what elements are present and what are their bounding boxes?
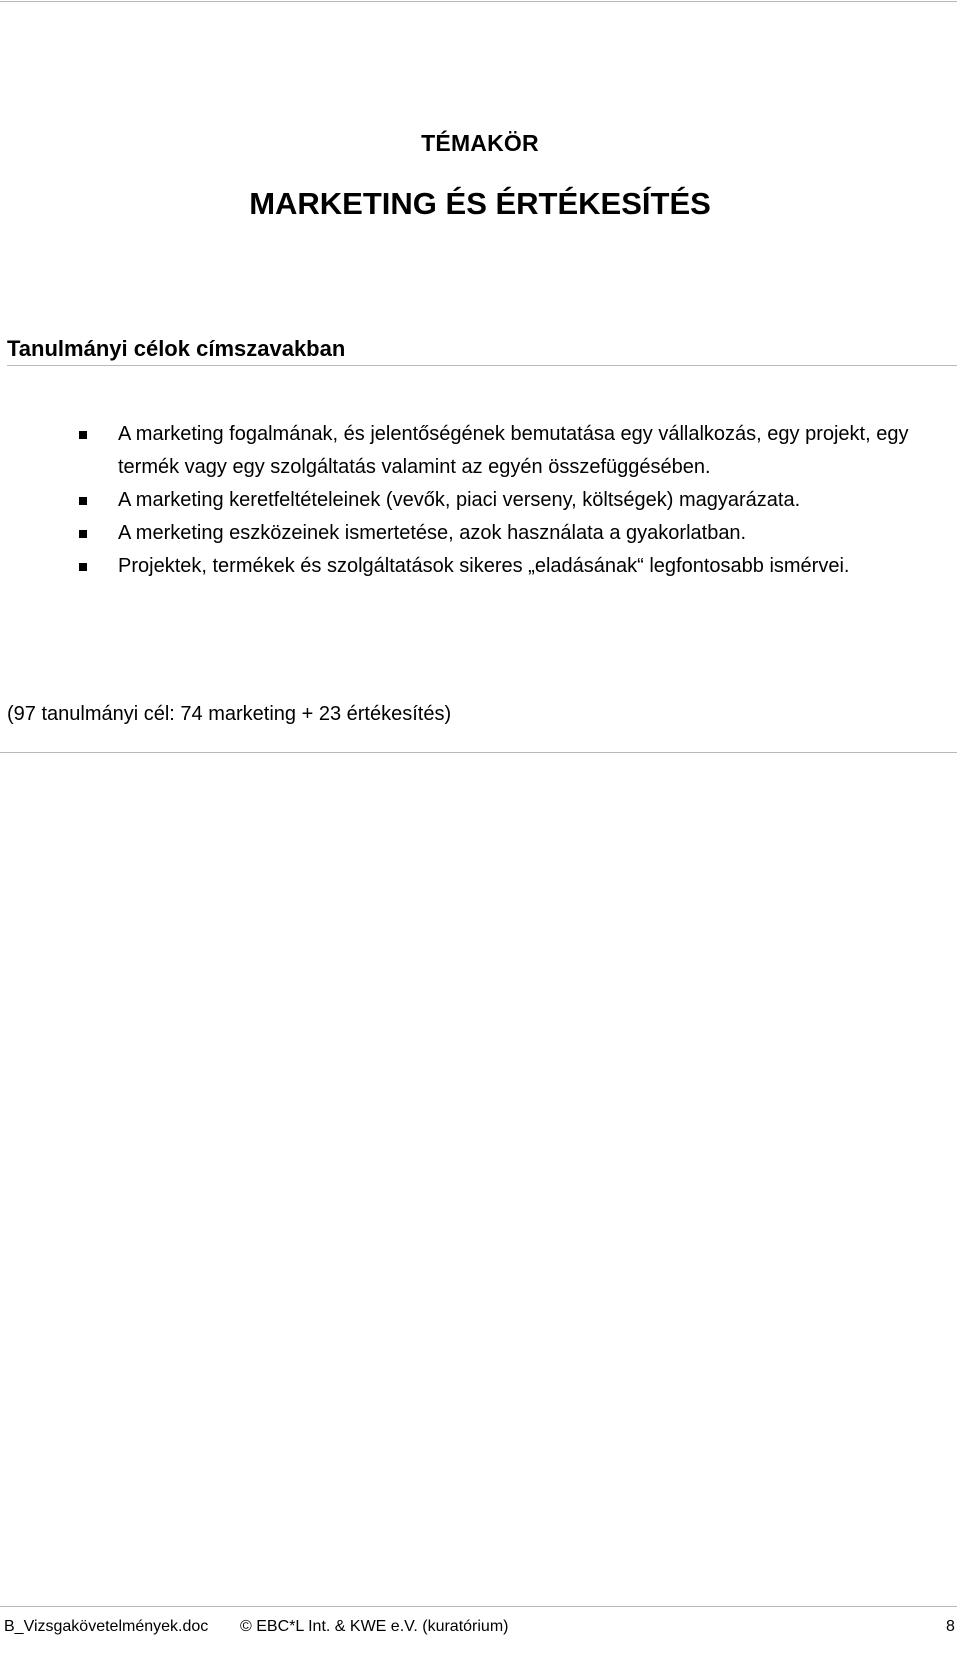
section-heading: Tanulmányi célok címszavakban <box>7 336 346 361</box>
list-item-text: A marketing keretfeltételeinek (vevők, piaci verseny, költségek) magyarázata. <box>118 489 801 511</box>
study-goals-list <box>0 418 960 583</box>
square-bullet-icon <box>79 563 87 571</box>
section-divider <box>7 365 957 366</box>
footer-divider <box>0 1606 957 1607</box>
list-item <box>0 418 960 484</box>
page-footer <box>0 1618 960 1642</box>
list-item <box>0 517 960 550</box>
goals-summary: (97 tanulmányi cél: 74 marketing + 23 értékesítés) <box>7 703 452 725</box>
footer-filename: B_Vizsgakövetelmények.doc <box>4 1618 209 1635</box>
square-bullet-icon <box>79 497 87 505</box>
footer-copyright: © EBC*L Int. & KWE e.V. (kuratórium) <box>240 1618 509 1635</box>
square-bullet-icon <box>79 431 87 439</box>
list-item <box>0 484 960 517</box>
list-item-text: A marketing fogalmának, és jelentőségének bemutatása egy vállalkozás, egy projekt, egy termék vagy egy szolgáltatás valamint az egyén összefüggésében. <box>118 423 909 478</box>
square-bullet-icon <box>79 530 87 538</box>
list-item-text: Projektek, termékek és szolgáltatások sikeres „eladásának“ legfontosabb ismérvei. <box>118 555 850 577</box>
page-title: MARKETING ÉS ÉRTÉKESÍTÉS <box>249 186 711 221</box>
list-item-text: A merketing eszközeinek ismertetése, azok használata a gyakorlatban. <box>118 522 747 544</box>
list-item <box>0 550 960 583</box>
top-rule <box>0 1 957 2</box>
page-number: 8 <box>946 1618 955 1635</box>
summary-divider <box>0 752 957 753</box>
topic-label: TÉMAKÖR <box>421 130 539 156</box>
